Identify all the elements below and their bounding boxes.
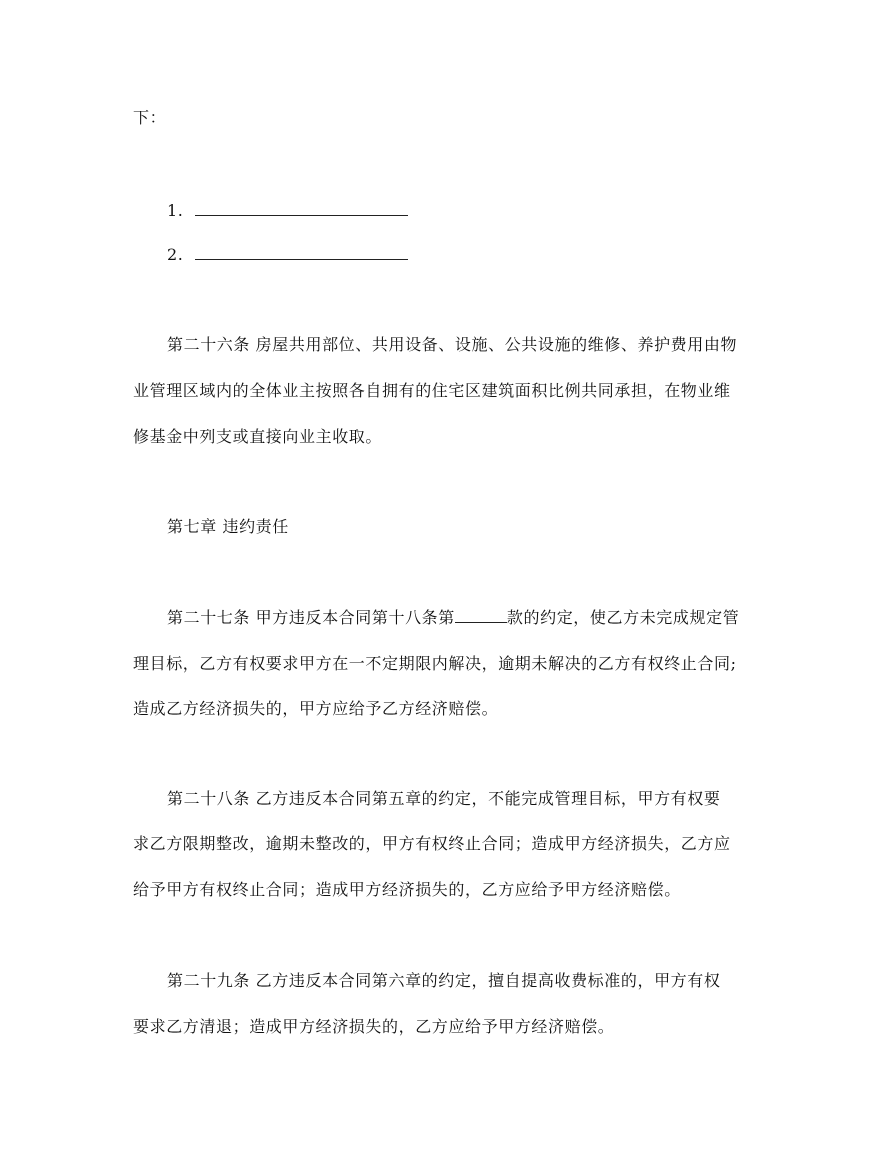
article-26-line-2: 业管理区域内的全体业主按照各自拥有的住宅区建筑面积比例共同承担，在物业维: [133, 381, 731, 400]
article-27-line-1-a: 第二十七条 甲方违反本合同第十八条第: [167, 608, 455, 627]
list-item: [167, 201, 408, 221]
article-27-line-3: 造成乙方经济损失的，甲方应给予乙方经济赔偿。: [133, 699, 499, 718]
article-28-line-1: 第二十八条 乙方违反本合同第五章的约定，不能完成管理目标，甲方有权要: [167, 789, 721, 808]
intro-tail: 下：: [133, 108, 167, 127]
article-27-line-1: [167, 608, 739, 628]
chapter-heading: 第七章 违约责任: [167, 517, 289, 536]
article-28-line-2: 求乙方限期整改，逾期未整改的，甲方有权终止合同；造成甲方经济损失，乙方应: [133, 834, 731, 853]
fill-in-blank: [195, 201, 408, 216]
list-item: [167, 245, 408, 265]
fill-in-blank: [195, 245, 408, 260]
article-26-line-1: 第二十六条 房屋共用部位、共用设备、设施、公共设施的维修、养护费用由物: [167, 335, 738, 354]
article-26-line-3: 修基金中列支或直接向业主收取。: [133, 427, 383, 446]
list-number: 2.: [167, 245, 184, 264]
article-28-line-3: 给予甲方有权终止合同；造成甲方经济损失的，乙方应给予甲方经济赔偿。: [133, 880, 681, 899]
fill-in-blank: [455, 608, 507, 623]
list-number: 1.: [167, 201, 184, 220]
article-27-line-1-b: 款的约定，使乙方未完成规定管: [506, 608, 740, 627]
article-29-line-1: 第二十九条 乙方违反本合同第六章的约定，擅自提高收费标准的，甲方有权: [167, 971, 721, 990]
article-27-line-2: 理目标，乙方有权要求甲方在一不定期限内解决，逾期未解决的乙方有权终止合同;: [133, 654, 737, 673]
article-29-line-2: 要求乙方清退；造成甲方经济损失的，乙方应给予甲方经济赔偿。: [133, 1017, 615, 1036]
